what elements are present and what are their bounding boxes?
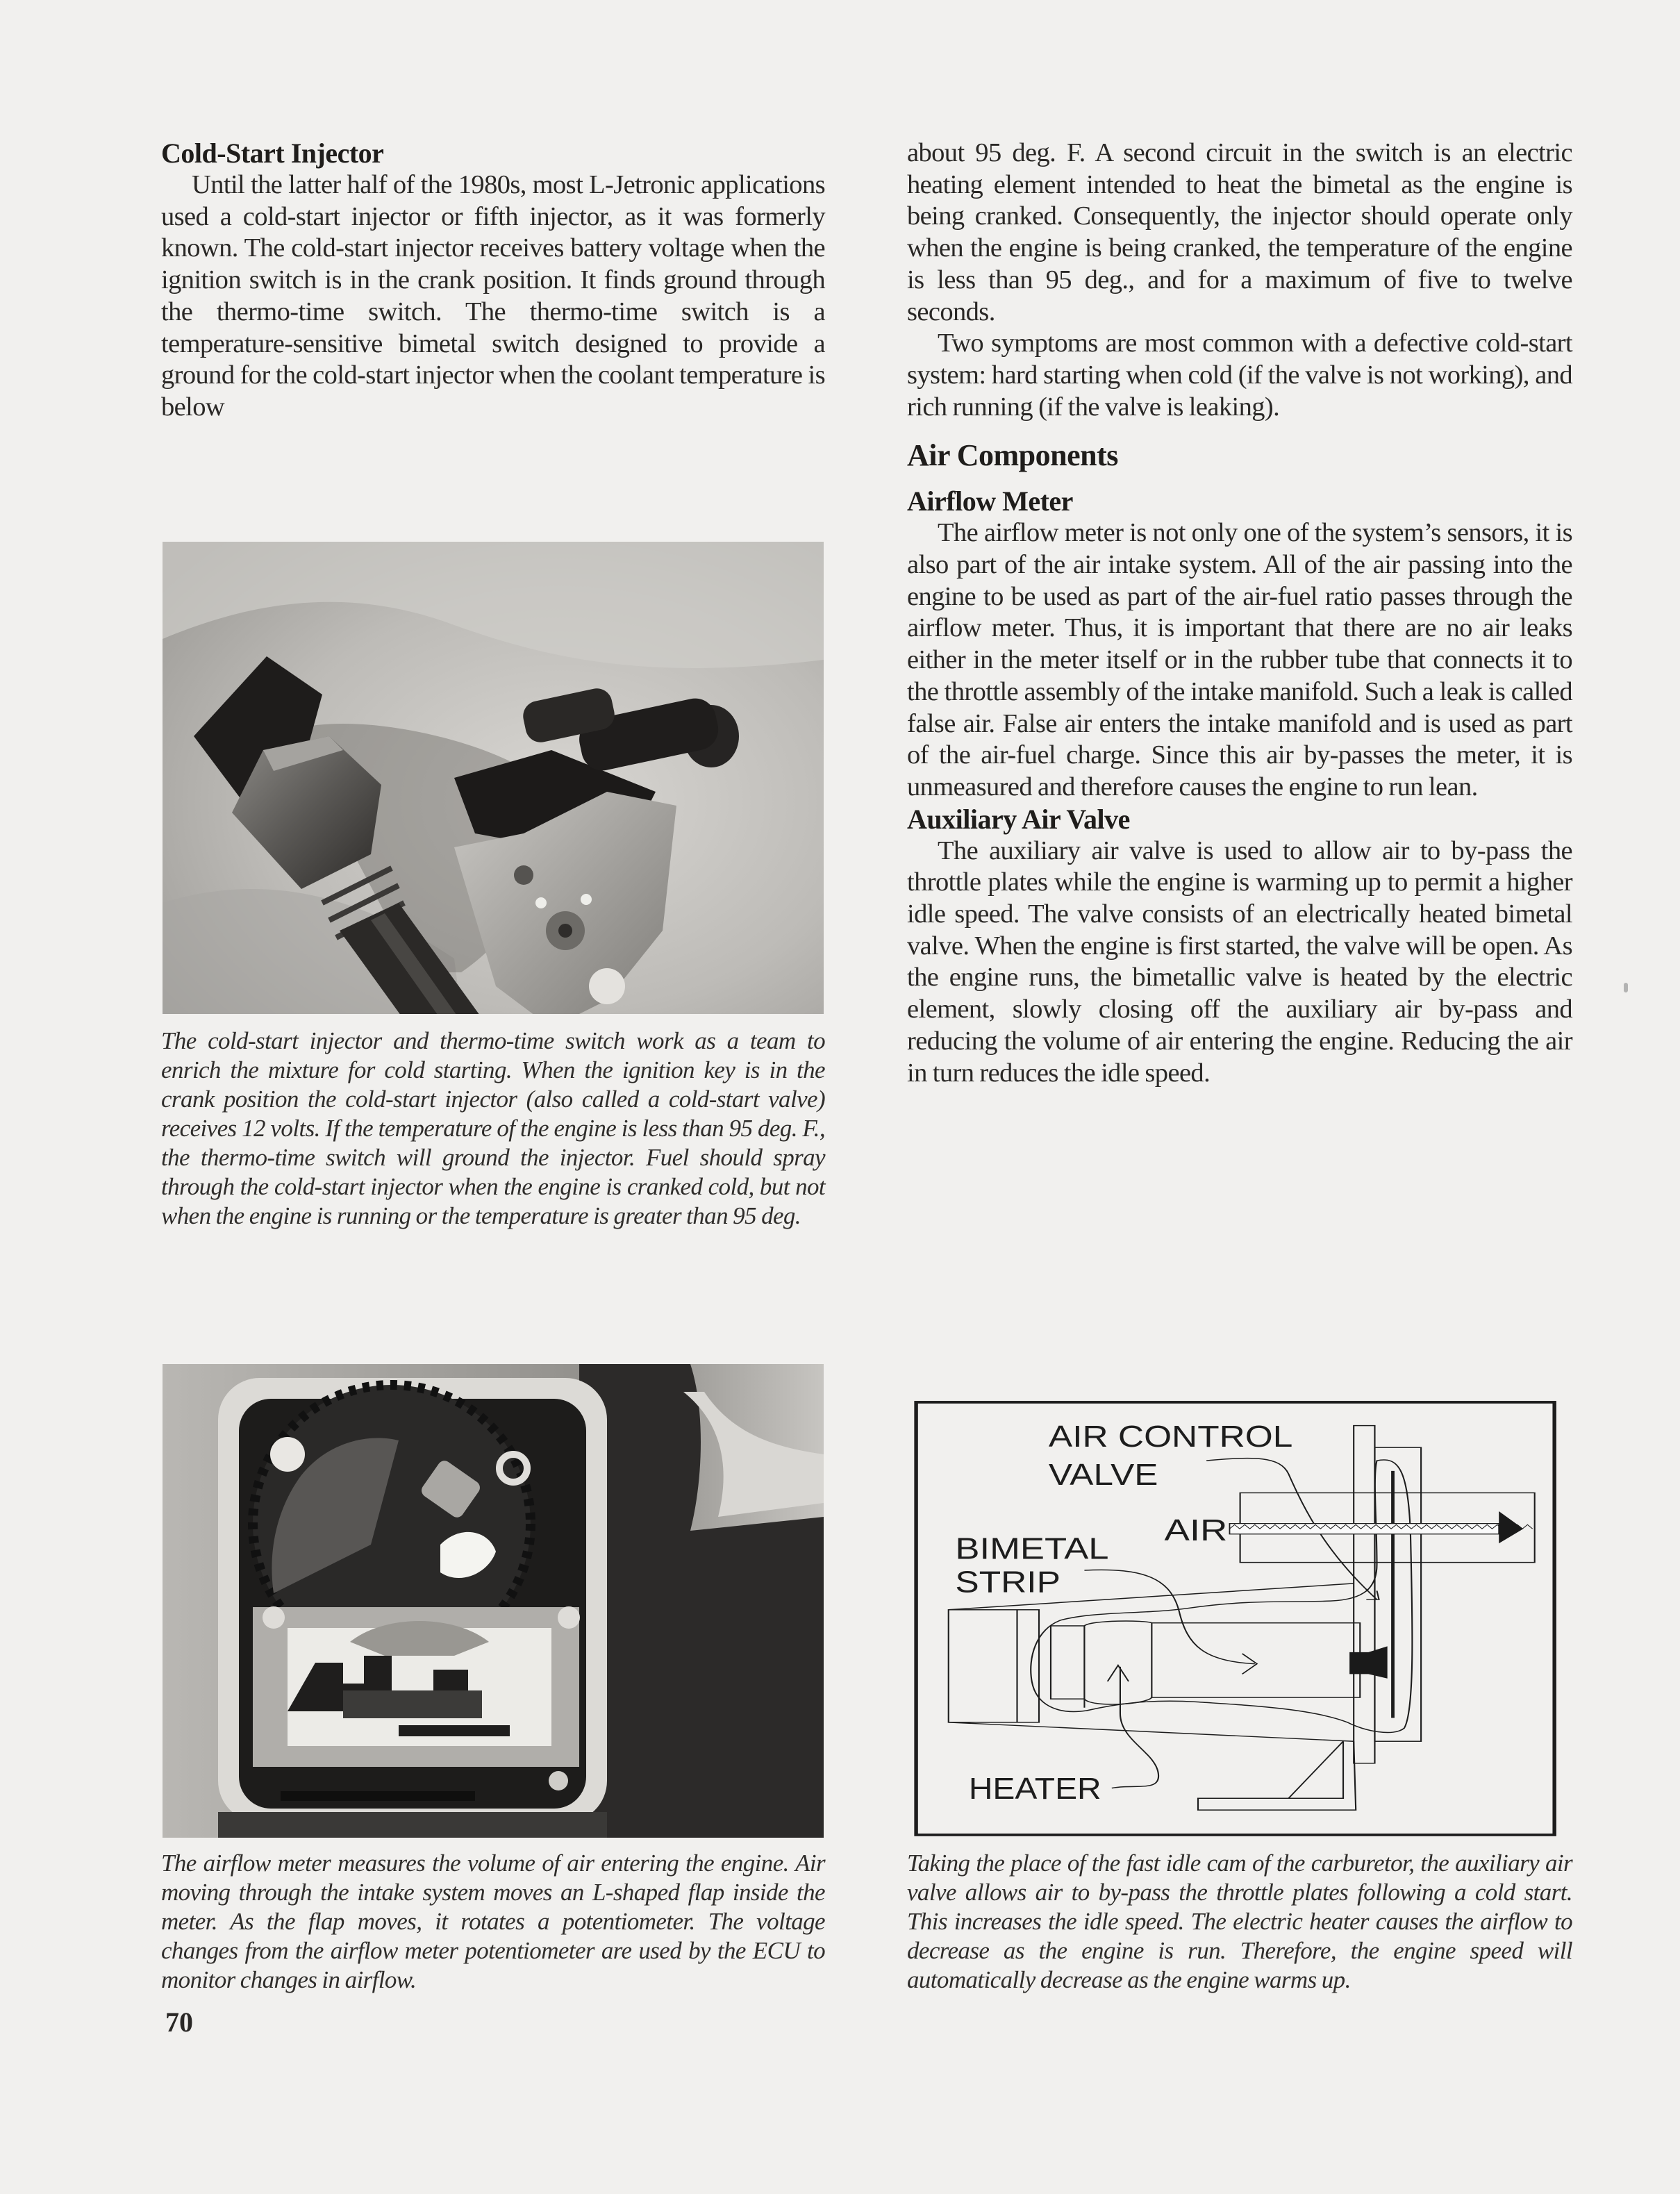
paragraph-symptoms: Two symptoms are most common with a defective cold-start system: hard starting when cold (if the valve is not working), and rich running (if the valve is leaking). xyxy=(907,329,1572,422)
valve-plug xyxy=(1349,1646,1388,1678)
caption-airflow-meter: The airflow meter measures the volume of air entering the engine. Air moving through the intake system moves an L-shaped flap inside the meter. As the flap moves, it rotates a potentiometer. The voltage changes from the airflow meter potentiometer are used by the ECU to monitor changes in airflow. xyxy=(161,1850,825,1993)
caption-cold-start-injector: The cold-start injector and thermo-time switch work as a team to enrich the mixture for cold starting. When the ignition key is in the crank position the cold-start injector (also called a cold-start valve) receives 12 volts. If the temperature of the engine is less than 95 deg. F., the thermo-time switch will ground the injector. Fuel should spray through the cold-start injector when the engine is cranked cold, but not when the engine is running or the temperature is greater than 95 deg. xyxy=(161,1027,825,1229)
left-column xyxy=(161,138,825,424)
label-air: AIR xyxy=(1164,1513,1228,1547)
figure-caption-cold-start xyxy=(161,1027,825,1231)
paragraph-auxiliary-air-valve: The auxiliary air valve is used to allow air to by-pass the throttle plates while the engine is warming up to permit a higher idle speed. The valve consists of an electrically heated bimetal valve. When the engine is first started, the valve will be open. As the engine runs, the bimetallic valve is heated by the electric element, slowly closing off the auxiliary air by-pass and reducing the volume of air entering the engine. Reducing the air in turn reduces the idle speed. xyxy=(907,836,1572,1088)
section-heading-cold-start-injector: Cold-Start Injector xyxy=(161,138,384,169)
heater-element xyxy=(1151,1623,1360,1697)
label-bimetal-strip-line2: STRIP xyxy=(955,1564,1061,1599)
subheading-auxiliary-air-valve: Auxiliary Air Valve xyxy=(907,803,1130,835)
label-air-control-valve-line1: AIR CONTROL xyxy=(1048,1419,1293,1454)
scan-speck xyxy=(1624,983,1628,992)
figure-caption-auxiliary-air-valve xyxy=(907,1849,1572,1995)
inlet-body xyxy=(949,1610,1039,1722)
label-air-control-valve-line2: VALVE xyxy=(1048,1457,1158,1492)
figure-caption-airflow-meter xyxy=(161,1849,825,1995)
diagram-auxiliary-air-valve xyxy=(910,1389,1570,1847)
air-flow-arrow xyxy=(1229,1511,1532,1543)
section-heading-air-components: Air Components xyxy=(907,438,1118,473)
valve-housing xyxy=(1374,1447,1421,1741)
label-bimetal-strip-line1: BIMETAL xyxy=(955,1531,1109,1566)
photo-cold-start-injector xyxy=(163,542,824,1014)
diagram-frame xyxy=(916,1402,1554,1835)
mounting-bracket xyxy=(1198,1741,1356,1810)
photo-airflow-meter xyxy=(163,1364,824,1838)
subheading-airflow-meter: Airflow Meter xyxy=(907,485,1073,517)
paragraph-continuation: about 95 deg. F. A second circuit in the switch is an electric heating element intended to heat the bimetal as the engine is being cranked. Consequently, the injector should operate only when the engine is being cranked, the temperature of the engine is less than 95 deg., and for a maximum of five to twelve seconds. xyxy=(907,138,1572,326)
inner-chamber xyxy=(1051,1626,1084,1699)
label-heater: HEATER xyxy=(968,1771,1101,1806)
right-column xyxy=(907,138,1572,1089)
caption-auxiliary-air-valve: Taking the place of the fast idle cam of the carburetor, the auxiliary air valve allows air to by-pass the throttle plates following a cold start. This increases the idle speed. The electric heater causes the airflow to decrease as the engine is run. Therefore, the engine speed will automatically decrease as the engine warms up. xyxy=(907,1850,1572,1993)
page-number: 70 xyxy=(165,2006,193,2038)
paragraph-cold-start-injector: Until the latter half of the 1980s, most L-Jetronic applications used a cold-start injector or fifth injector, as it was formerly known. The cold-start injector receives battery voltage when the ignition switch is in the crank position. It finds ground through the thermo-time switch. The thermo-time switch is a temperature-sensitive bimetal switch designed to provide a ground for the cold-start injector when the coolant temperature is below xyxy=(161,170,825,422)
paragraph-airflow-meter: The airflow meter is not only one of the system’s sensors, it is also part of the air intake system. All of the air passing into the engine to be used as part of the air-fuel ratio passes through the airflow meter. Thus, it is important that there are no air leaks either in the meter itself or in the rubber tube that connects it to the throttle assembly of the intake manifold. Such a leak is called false air. False air enters the intake manifold and is used as part of the air-fuel charge. Since this air by-passes the meter, it is unmeasured and therefore causes the engine to run lean. xyxy=(907,518,1572,801)
